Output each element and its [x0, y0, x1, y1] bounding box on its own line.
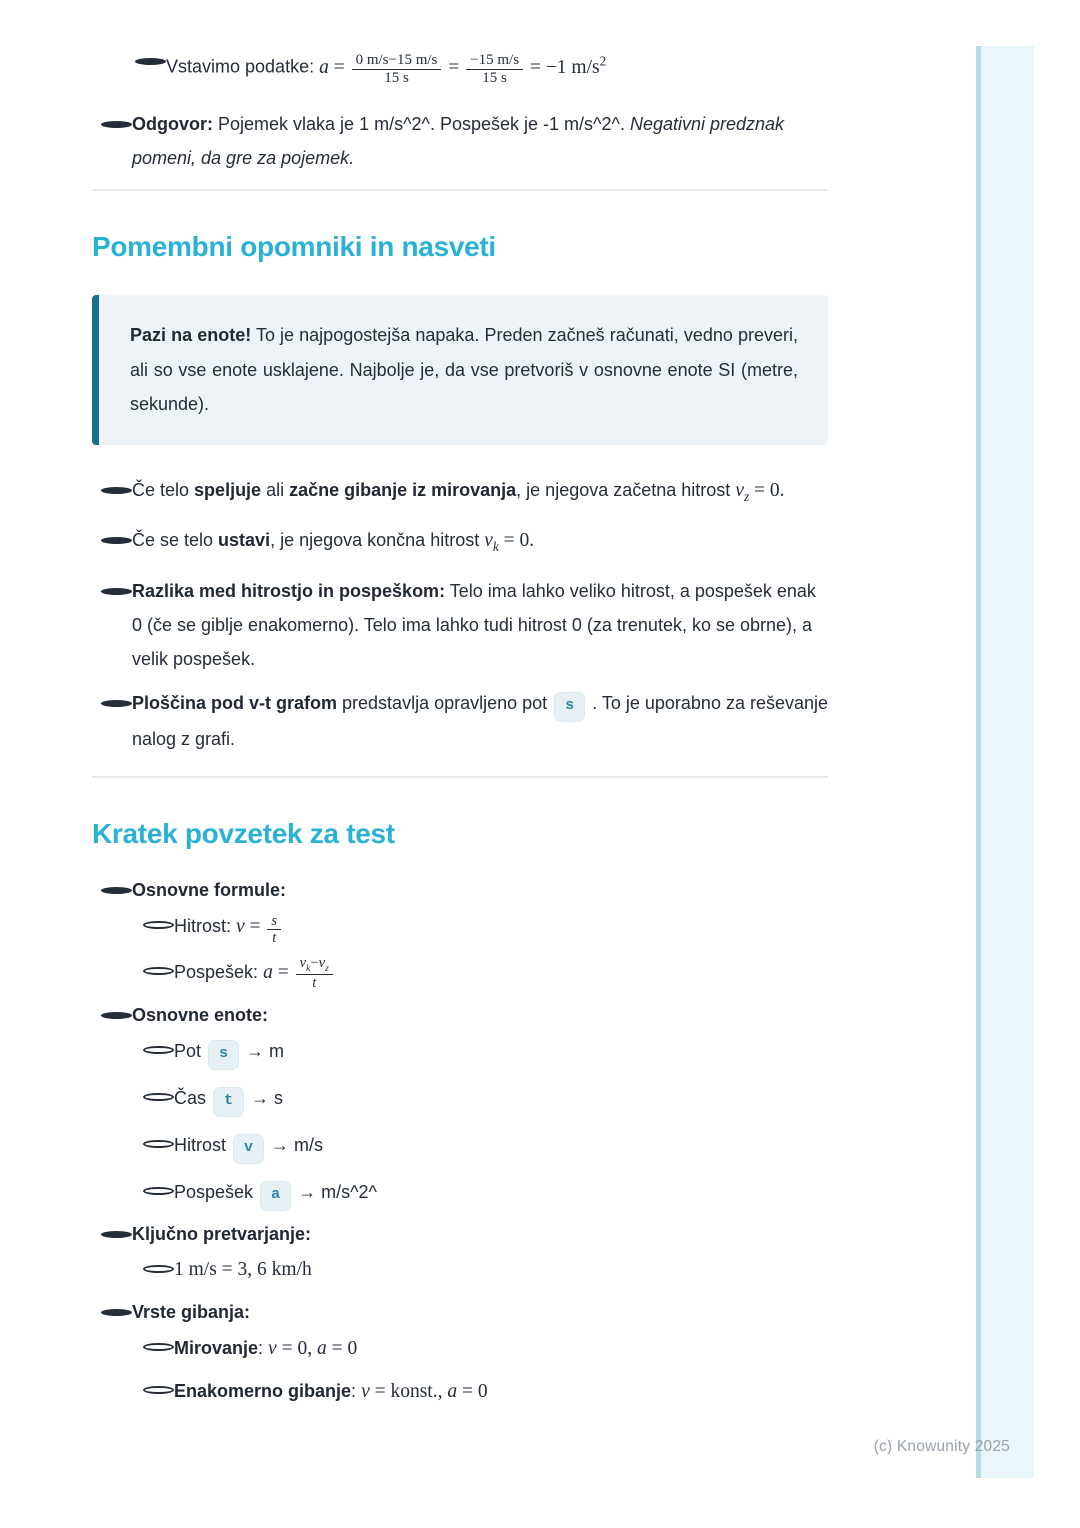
- bullet-icon: [101, 487, 132, 494]
- list-item-conversion-formula: [135, 1253, 828, 1287]
- circle-bullet-icon: [143, 1140, 174, 1148]
- list-item-basic-units: [92, 998, 828, 1215]
- callout-units-warning: Pazi na enote! To je najpogostejša napaka. Preden začneš računati, vedno preveri, ali so vse enote usklajene. Najbolje je, da vse pretvoriš v osnovne enote SI (metre, sekunde).: [92, 295, 828, 445]
- inline-code-badge-t: t: [213, 1087, 244, 1117]
- inline-code-badge-v: v: [233, 1134, 264, 1164]
- list-item-text: Odgovor: Pojemek vlaka je 1 m/s^2^. Pospešek je -1 m/s^2^. Negativni predznak pomeni, da gre za pojemek.: [132, 114, 785, 169]
- list-item-text: Če telo speljuje ali začne gibanje iz mirovanja, je njegova začetna hitrost $v_z = 0$.: [132, 479, 785, 504]
- math-initial-velocity: $v_z = 0$.: [735, 479, 785, 504]
- summary-list: [92, 873, 828, 1408]
- list-item-text: Čas t → s: [174, 1081, 828, 1117]
- list-item-start-from-rest: [92, 473, 828, 514]
- fraction: $\frac{s}{t}$: [267, 913, 281, 946]
- fraction: $\frac{-15 m/s}{15 s}$: [466, 52, 523, 87]
- list-item-unit-time: [135, 1081, 828, 1117]
- callout-bold-lead: Pazi na enote!: [130, 325, 252, 346]
- insert-data-label: Vstavimo podatke:: [166, 56, 320, 77]
- math-acceleration-formula: a = $\frac{v_k-v_z}{t}$: [263, 962, 335, 983]
- bullet-icon: [101, 121, 132, 128]
- conversion-sub-list: [132, 1253, 828, 1287]
- list-item-text: [166, 44, 828, 87]
- list-item-text: Mirovanje: v = 0, a = 0: [174, 1337, 358, 1359]
- list-item-unit-path: [135, 1034, 828, 1070]
- list-item-motion-types: [92, 1295, 828, 1409]
- page-edge-decoration: [976, 46, 1034, 1478]
- list-item-unit-acceleration: [135, 1175, 828, 1211]
- section-divider: [92, 189, 828, 191]
- list-item-text: Osnovne formule: Hitrost: v = $\frac{s}{t}$ Pospešek: a = $\frac{v_k-v_z}{t}$: [132, 873, 828, 995]
- math-rest-conditions: v = 0, a = 0: [268, 1337, 358, 1359]
- bullet-icon: [101, 887, 132, 894]
- list-item-text: Pot s → m: [174, 1034, 828, 1070]
- circle-bullet-icon: [143, 1343, 174, 1351]
- list-item-stops: [92, 523, 828, 564]
- list-item-text: Pospešek: a = $\frac{v_k-v_z}{t}$: [174, 955, 828, 992]
- inline-code-badge-s: s: [554, 692, 585, 722]
- fraction: $\frac{v_k-v_z}{t}$: [296, 955, 333, 991]
- reminders-list: [92, 473, 828, 757]
- answer-label: Odgovor:: [132, 114, 213, 135]
- math-final-velocity: $v_k = 0$.: [484, 530, 535, 555]
- bullet-icon: [135, 58, 166, 65]
- bullet-icon: [101, 1012, 132, 1019]
- list-item-text: Enakomerno gibanje: v = konst., a = 0: [174, 1380, 488, 1402]
- list-item-text: Hitrost: v = $\frac{s}{t}$: [174, 909, 828, 946]
- list-item-text: Osnovne enote: Pot s → m Čas t → s Hitrost v → m/s Pospešek a → m/s^2^: [132, 998, 828, 1215]
- list-item-speed-vs-acceleration: [92, 574, 828, 676]
- formulas-sub-list: [132, 909, 828, 991]
- bullet-icon: [101, 1231, 132, 1238]
- bullet-icon: [101, 537, 132, 544]
- example-solution-list: [92, 44, 828, 175]
- math-uniform-motion-conditions: v = konst., a = 0: [361, 1380, 488, 1402]
- bullet-icon: [101, 588, 132, 595]
- bullet-icon: [101, 1309, 132, 1316]
- list-item-key-conversion: [92, 1217, 828, 1293]
- inline-code-badge-s: s: [208, 1040, 239, 1070]
- math-speed-formula: v = $\frac{s}{t}$: [236, 916, 283, 937]
- circle-bullet-icon: [143, 1046, 174, 1054]
- section-title-summary: Kratek povzetek za test: [92, 818, 395, 850]
- list-item-basic-formulas: [92, 873, 828, 995]
- list-item-text: Vrste gibanja: Mirovanje: v = 0, a = 0 Enakomerno gibanje: v = konst., a = 0: [132, 1295, 828, 1409]
- list-item-uniform-motion: [135, 1374, 828, 1409]
- list-item-text: Ploščina pod v-t grafom predstavlja opravljeno pot s . To je uporabno za reševanje nalog z grafi.: [132, 693, 829, 750]
- circle-bullet-icon: [143, 1265, 174, 1273]
- circle-bullet-icon: [143, 1093, 174, 1101]
- units-sub-list: [132, 1034, 828, 1211]
- list-item-text: Ključno pretvarjanje: 1 m/s = 3, 6 km/h: [132, 1217, 828, 1293]
- list-item-rest: [135, 1331, 828, 1366]
- math-conversion-formula: 1 m/s = 3, 6 km/h: [174, 1258, 312, 1280]
- circle-bullet-icon: [143, 967, 174, 975]
- circle-bullet-icon: [143, 1386, 174, 1394]
- copyright-notice: (c) Knowunity 2025: [873, 1438, 1010, 1455]
- motion-sub-list: [132, 1331, 828, 1409]
- list-item-speed-formula: [135, 909, 828, 946]
- list-item-insert-data: [126, 44, 828, 87]
- inline-code-badge-a: a: [260, 1181, 291, 1211]
- list-item-text: Razlika med hitrostjo in pospeškom: Telo ima lahko veliko hitrost, a pospešek enak 0 (če se giblje enakomerno). Telo ima lahko tudi hitrost 0 (za trenutek, ko se obrne), a velik pospešek.: [132, 581, 816, 670]
- list-item-area-under-graph: [92, 686, 828, 756]
- fraction: $\frac{0 m/s-15 m/s}{15 s}$: [352, 52, 442, 87]
- circle-bullet-icon: [143, 1187, 174, 1195]
- section-divider: [92, 776, 828, 778]
- list-item-acceleration-formula: [135, 955, 828, 992]
- list-item-text: Hitrost v → m/s: [174, 1128, 828, 1164]
- list-item-answer: [92, 107, 828, 175]
- list-item-text: Če se telo ustavi, je njegova končna hitrost $v_k = 0$.: [132, 530, 535, 555]
- section-title-reminders: Pomembni opomniki in nasveti: [92, 231, 496, 263]
- list-item-text: Pospešek a → m/s^2^: [174, 1175, 828, 1211]
- list-item-unit-speed: [135, 1128, 828, 1164]
- math-formula-acceleration: a = $\frac{0 m/s-15 m/s}{15 s}$ = $\frac{-15 m/s}{15 s}$ = −1 $m/s^2$: [319, 52, 607, 87]
- circle-bullet-icon: [143, 921, 174, 929]
- bullet-icon: [101, 700, 132, 707]
